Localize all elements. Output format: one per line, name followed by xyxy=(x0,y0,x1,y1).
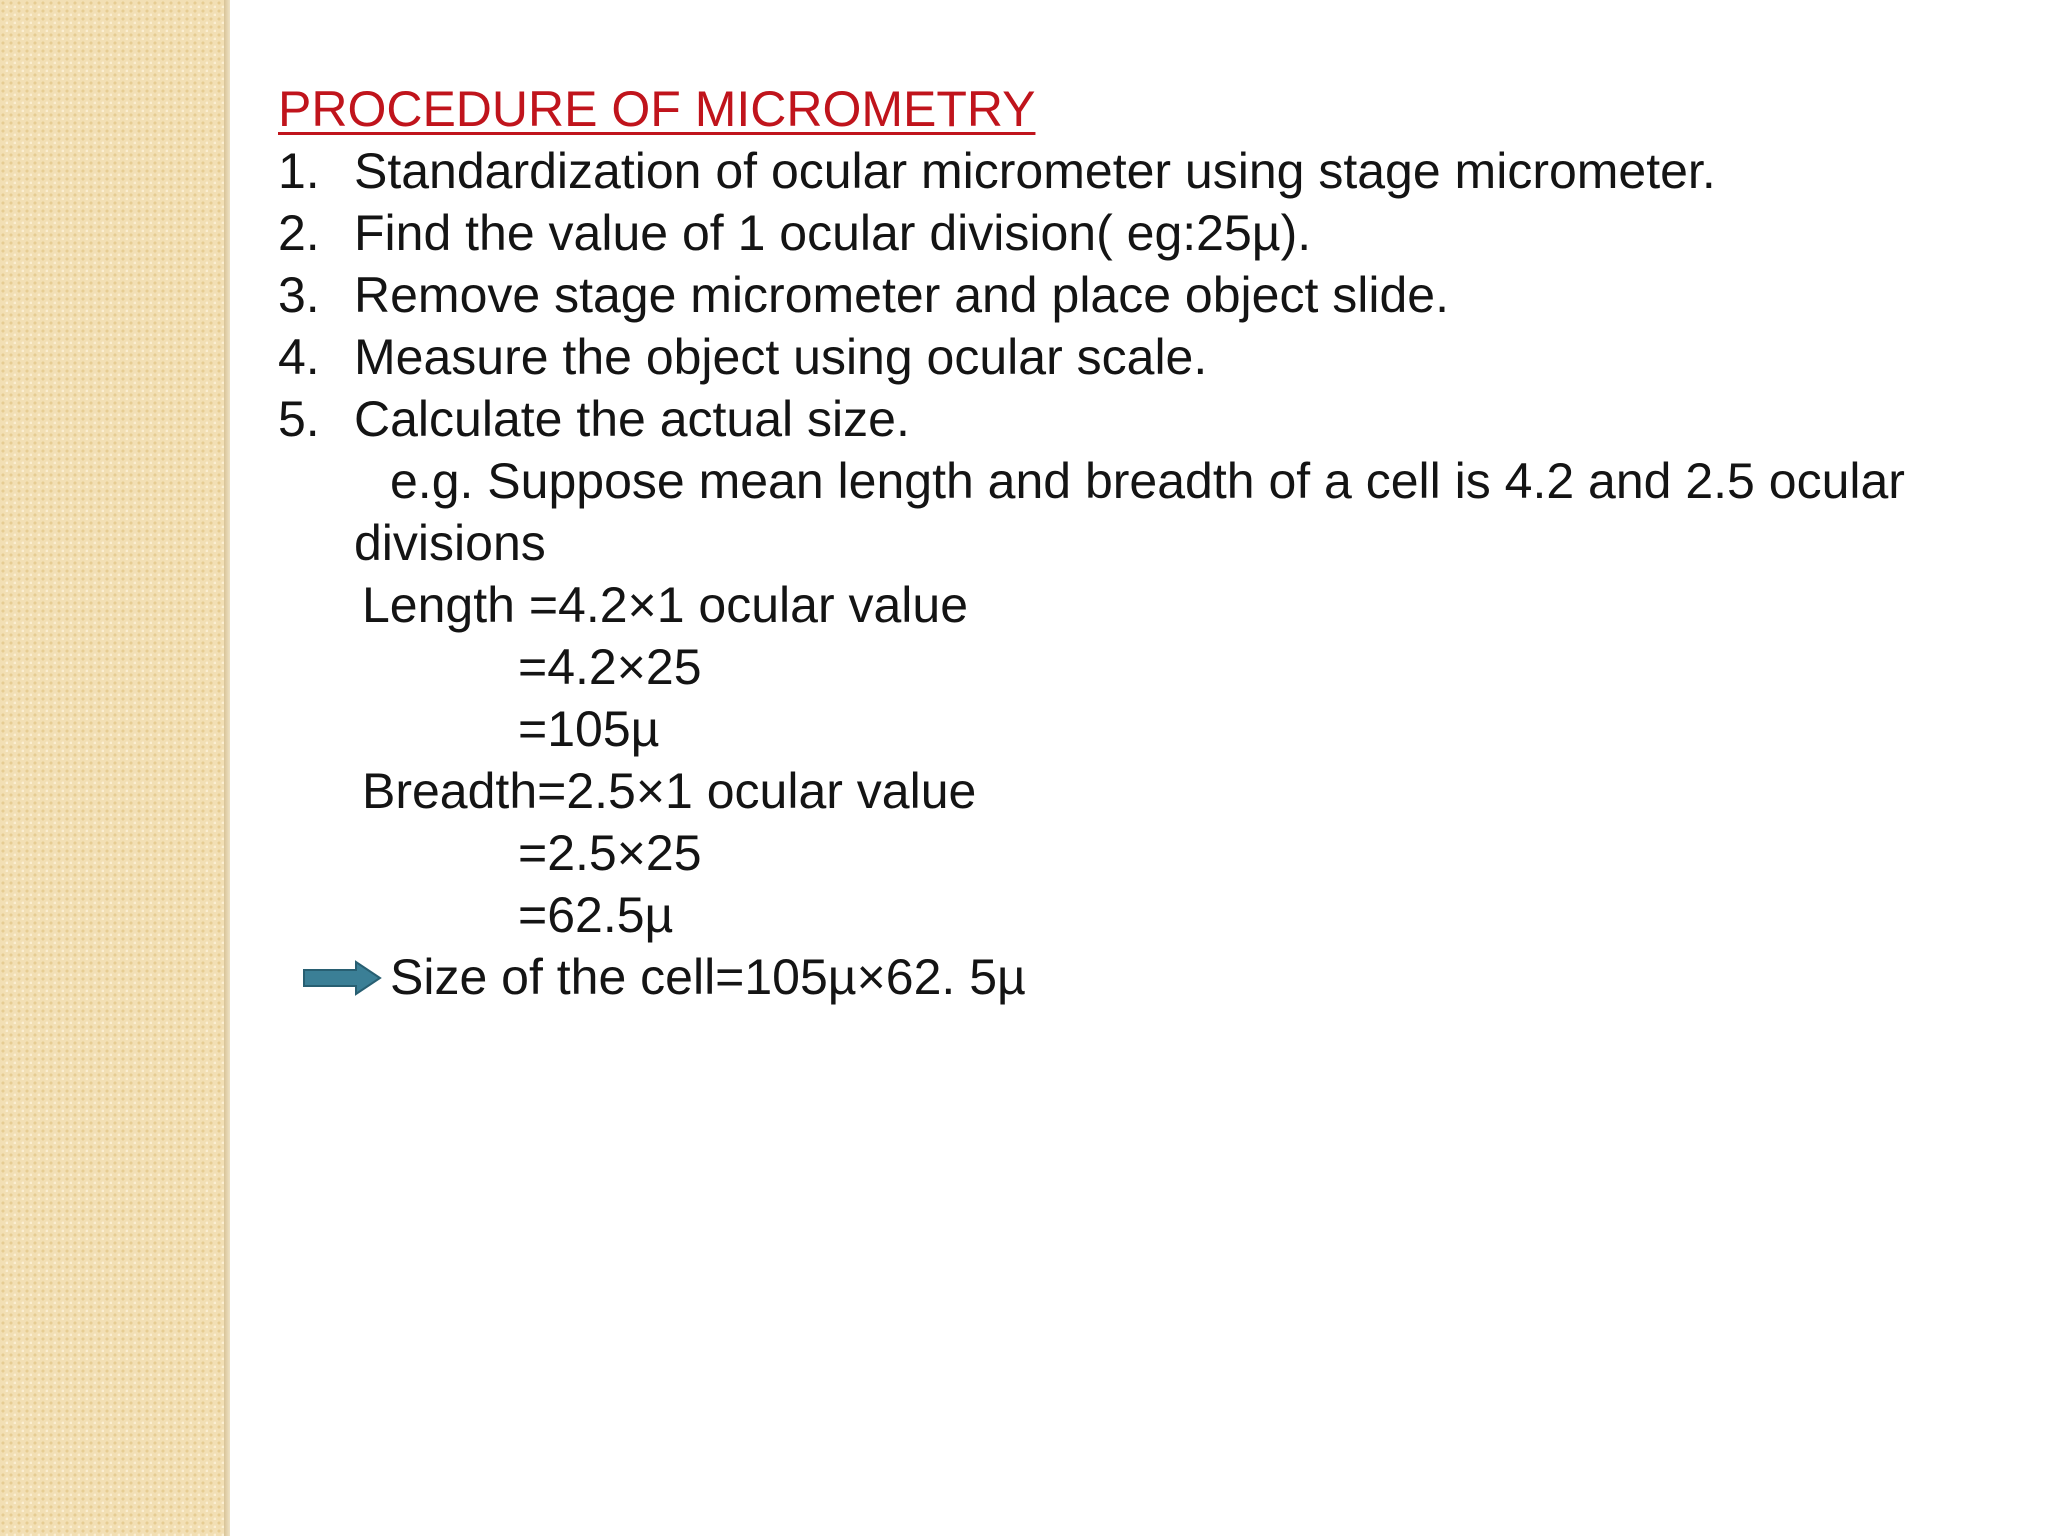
step-number: 3. xyxy=(278,267,320,323)
procedure-step-5 xyxy=(278,388,1998,450)
cell-size-result xyxy=(278,946,1998,1008)
step-text: Calculate the actual size. xyxy=(354,391,910,447)
step-number: 5. xyxy=(278,391,320,447)
procedure-step-2 xyxy=(278,202,1998,264)
procedure-step-3 xyxy=(278,264,1998,326)
length-calc-step: =4.2×25 xyxy=(518,639,702,695)
step-text: Standardization of ocular micrometer using stage micrometer. xyxy=(354,143,1716,199)
step-text: Find the value of 1 ocular division( eg:25µ). xyxy=(354,205,1312,261)
procedure-step-4 xyxy=(278,326,1998,388)
slide-title: PROCEDURE OF MICROMETRY xyxy=(278,81,1036,137)
step-number: 4. xyxy=(278,329,320,385)
breadth-calc-step: =2.5×25 xyxy=(518,825,702,881)
breadth-formula: Breadth=2.5×1 ocular value xyxy=(362,763,977,819)
step-text: Measure the object using ocular scale. xyxy=(354,329,1208,385)
cell-size-text: Size of the cell=105µ×62. 5µ xyxy=(390,949,1026,1005)
procedure-step-1 xyxy=(278,140,1998,202)
length-formula: Length =4.2×1 ocular value xyxy=(362,577,969,633)
right-arrow-icon xyxy=(302,960,382,996)
step-text: Remove stage micrometer and place object slide. xyxy=(354,267,1449,323)
step-number: 1. xyxy=(278,143,320,199)
step-number: 2. xyxy=(278,205,320,261)
breadth-result: =62.5µ xyxy=(518,887,674,943)
side-band-edge xyxy=(224,0,230,1536)
decorative-side-band xyxy=(0,0,224,1536)
example-intro-continued: divisions xyxy=(354,515,546,571)
example-intro: e.g. Suppose mean length and breadth of a cell is 4.2 and 2.5 ocular xyxy=(390,453,1905,509)
length-result: =105µ xyxy=(518,701,660,757)
slide-content xyxy=(278,78,1998,1008)
